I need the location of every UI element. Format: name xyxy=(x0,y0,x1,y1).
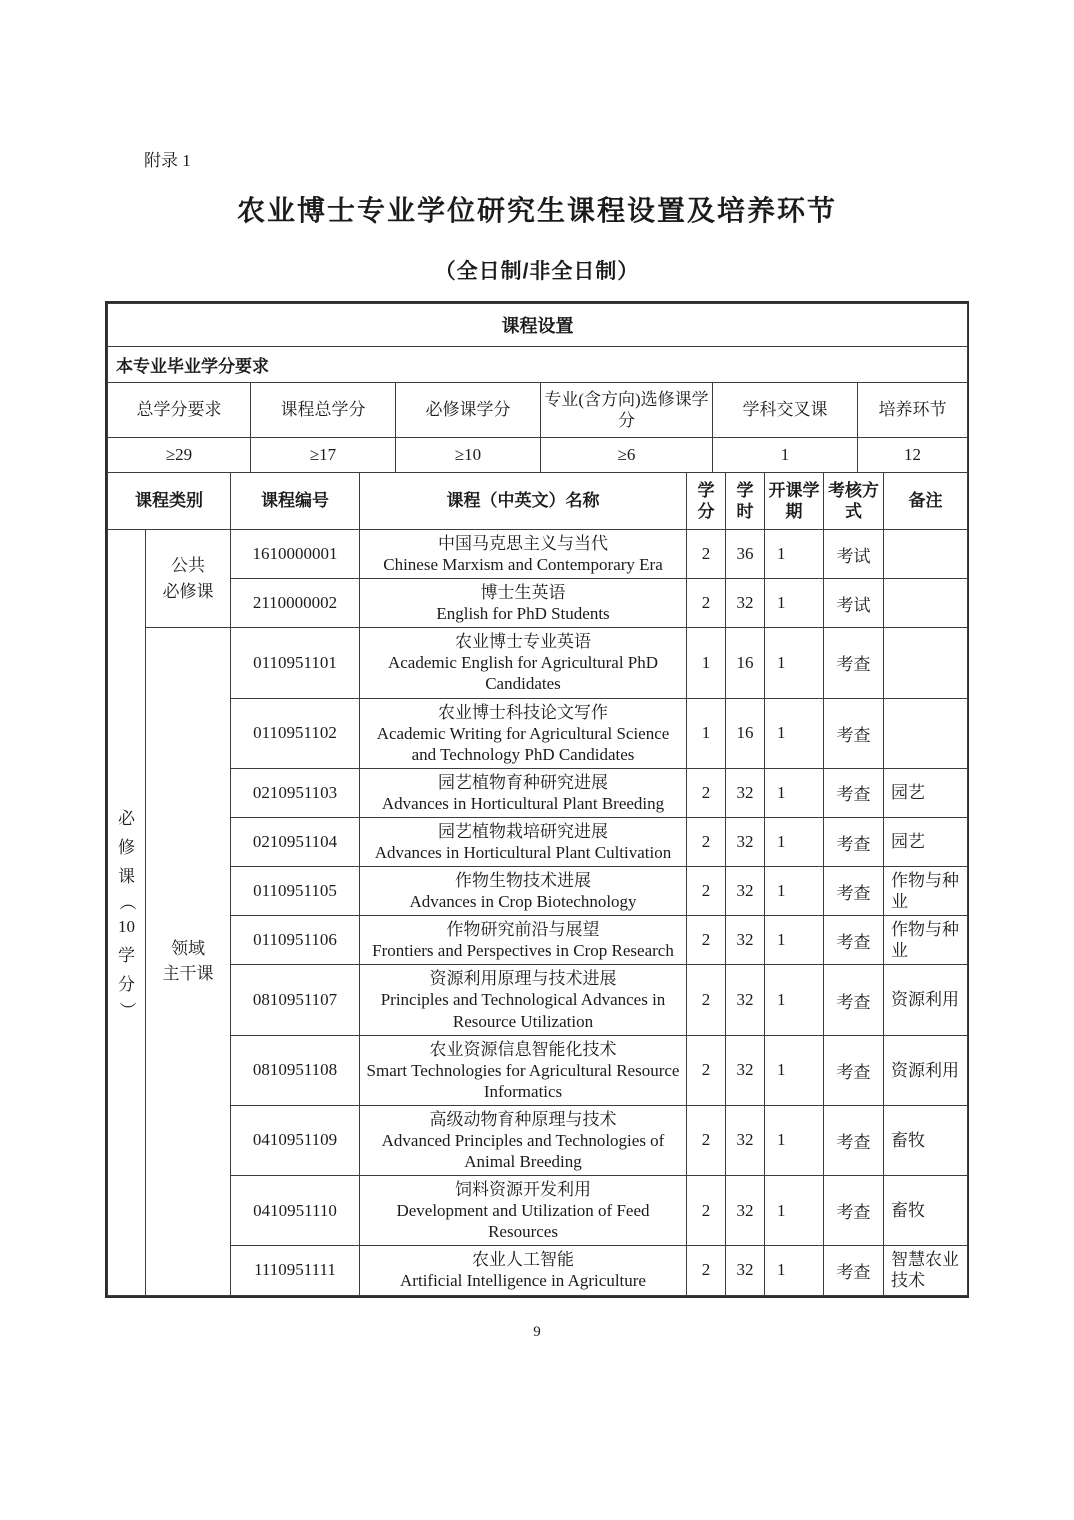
course-semester: 1 xyxy=(765,698,824,768)
course-assessment: 考查 xyxy=(824,628,884,698)
course-semester: 1 xyxy=(765,817,824,866)
course-code: 0410951110 xyxy=(231,1176,360,1246)
course-row xyxy=(108,1105,968,1175)
course-row xyxy=(108,817,968,866)
course-hours: 32 xyxy=(726,579,765,628)
course-assessment: 考查 xyxy=(824,916,884,965)
course-credits: 2 xyxy=(687,1176,726,1246)
page-subtitle: （全日制/非全日制） xyxy=(434,260,640,283)
course-name-cell xyxy=(360,768,687,817)
course-name-cn: 园艺植物育种研究进展 xyxy=(438,772,608,792)
col-header-hours: 学时 xyxy=(726,473,765,530)
course-name-en: Advances in Horticultural Plant Breeding xyxy=(381,793,665,813)
course-name-cell xyxy=(360,1246,687,1295)
course-credits: 2 xyxy=(687,867,726,916)
course-name-cn: 高级动物育种原理与技术 xyxy=(429,1109,617,1129)
course-name-cell xyxy=(360,1035,687,1105)
course-credits: 2 xyxy=(687,965,726,1035)
course-credits: 2 xyxy=(687,768,726,817)
course-assessment: 考查 xyxy=(824,698,884,768)
course-name-en: Principles and Technological Advances in Resource Utilization xyxy=(380,990,666,1031)
course-note: 畜牧 xyxy=(884,1105,968,1175)
course-credits: 2 xyxy=(687,1035,726,1105)
credit-summary-table xyxy=(107,303,968,473)
course-hours: 32 xyxy=(726,1105,765,1175)
course-name-cell xyxy=(360,698,687,768)
course-name-en: Advanced Principles and Technologies of Animal Breeding xyxy=(381,1130,665,1172)
course-note xyxy=(884,530,968,579)
course-code: 0410951109 xyxy=(231,1105,360,1175)
page-number: 9 xyxy=(533,1323,541,1340)
course-code: 0210951103 xyxy=(231,768,360,817)
course-name-en: Frontiers and Perspectives in Crop Research xyxy=(372,941,674,961)
course-code: 0210951104 xyxy=(231,817,360,866)
course-assessment: 考试 xyxy=(824,579,884,628)
credit-value-course-total: ≥17 xyxy=(251,438,396,473)
course-name-en: Development and Utilization of Feed Resources xyxy=(396,1201,650,1242)
col-header-name: 课程（中英文）名称 xyxy=(360,473,687,530)
category-public-label: 公共 必修课 xyxy=(162,556,214,601)
course-code: 0810951107 xyxy=(231,965,360,1035)
course-name-en: Smart Technologies for Agricultural Resource Informatics xyxy=(366,1060,680,1101)
col-header-category: 课程类别 xyxy=(108,473,231,530)
course-semester: 1 xyxy=(765,628,824,698)
course-hours: 32 xyxy=(726,1176,765,1246)
course-name-en: Academic English for Agricultural PhD Candidates xyxy=(387,653,659,694)
credit-values-row xyxy=(108,438,968,473)
credit-header-course-total: 课程总学分 xyxy=(251,383,396,438)
course-code: 2110000002 xyxy=(231,579,360,628)
course-name-cell xyxy=(360,916,687,965)
course-credits: 2 xyxy=(687,1246,726,1295)
course-columns-header-row xyxy=(108,473,968,530)
course-name-cn: 博士生英语 xyxy=(480,583,566,603)
course-assessment: 考查 xyxy=(824,1105,884,1175)
col-header-code: 课程编号 xyxy=(231,473,360,530)
course-assessment: 考查 xyxy=(824,768,884,817)
course-row xyxy=(108,768,968,817)
credit-value-total: ≥29 xyxy=(108,438,251,473)
course-assessment: 考试 xyxy=(824,530,884,579)
course-row xyxy=(108,1246,968,1295)
course-note xyxy=(884,698,968,768)
course-row xyxy=(108,916,968,965)
course-credits: 1 xyxy=(687,698,726,768)
course-code: 0110951106 xyxy=(231,916,360,965)
course-semester: 1 xyxy=(765,965,824,1035)
course-code: 0810951108 xyxy=(231,1035,360,1105)
page-title: 农业博士专业学位研究生课程设置及培养环节 xyxy=(236,195,837,226)
col-header-credits: 学分 xyxy=(687,473,726,530)
course-row xyxy=(108,965,968,1035)
course-hours: 32 xyxy=(726,768,765,817)
credit-header-total: 总学分要求 xyxy=(108,383,251,438)
category-public-cell xyxy=(146,530,231,628)
course-credits: 2 xyxy=(687,817,726,866)
course-semester: 1 xyxy=(765,1105,824,1175)
course-name-cell xyxy=(360,817,687,866)
credit-value-training: 12 xyxy=(858,438,968,473)
course-credits: 2 xyxy=(687,916,726,965)
course-hours: 36 xyxy=(726,530,765,579)
course-note: 作物与种业 xyxy=(884,867,968,916)
col-header-note: 备注 xyxy=(884,473,968,530)
course-name-cn: 农业人工智能 xyxy=(472,1250,574,1270)
section-title-row xyxy=(108,304,968,347)
graduation-requirement-row xyxy=(108,347,968,383)
course-name-cell xyxy=(360,965,687,1035)
course-name-cn: 农业资源信息智能化技术 xyxy=(429,1039,617,1059)
course-semester: 1 xyxy=(765,530,824,579)
course-name-cell xyxy=(360,579,687,628)
course-name-cell xyxy=(360,1176,687,1246)
course-hours: 32 xyxy=(726,867,765,916)
course-name-en: English for PhD Students xyxy=(436,604,610,624)
course-credits: 1 xyxy=(687,628,726,698)
course-name-cell xyxy=(360,867,687,916)
course-hours: 16 xyxy=(726,698,765,768)
graduation-requirement-label: 本专业毕业学分要求 xyxy=(108,347,968,383)
course-semester: 1 xyxy=(765,768,824,817)
course-hours: 32 xyxy=(726,965,765,1035)
course-code: 1610000001 xyxy=(231,530,360,579)
course-semester: 1 xyxy=(765,867,824,916)
course-hours: 32 xyxy=(726,916,765,965)
course-name-cn: 农业博士专业英语 xyxy=(455,632,591,652)
credit-value-interdisciplinary: 1 xyxy=(713,438,858,473)
course-hours: 32 xyxy=(726,1246,765,1295)
course-row xyxy=(108,530,968,579)
course-hours: 32 xyxy=(726,1035,765,1105)
course-name-en: Advances in Horticultural Plant Cultivation xyxy=(374,843,672,863)
category-domain-cell xyxy=(146,628,231,1295)
course-code: 0110951102 xyxy=(231,698,360,768)
course-credits: 2 xyxy=(687,1105,726,1175)
category-required-label: 必 修 课 （ 10 学 分 ） xyxy=(117,808,137,1019)
credit-header-required: 必修课学分 xyxy=(396,383,541,438)
course-name-en: Artificial Intelligence in Agriculture xyxy=(400,1271,646,1291)
course-row xyxy=(108,579,968,628)
course-list-table xyxy=(107,473,968,1296)
course-note xyxy=(884,579,968,628)
course-note: 资源利用 xyxy=(884,965,968,1035)
course-name-cn: 作物研究前沿与展望 xyxy=(446,920,600,940)
course-assessment: 考查 xyxy=(824,1035,884,1105)
course-semester: 1 xyxy=(765,916,824,965)
credit-header-training: 培养环节 xyxy=(858,383,968,438)
course-hours: 16 xyxy=(726,628,765,698)
course-name-cn: 作物生物技术进展 xyxy=(455,871,591,891)
course-name-en: Chinese Marxism and Contemporary Era xyxy=(383,555,663,575)
course-code: 1110951111 xyxy=(231,1246,360,1295)
course-name-en: Advances in Crop Biotechnology xyxy=(409,892,637,912)
col-header-semester: 开课学期 xyxy=(765,473,824,530)
course-row xyxy=(108,1035,968,1105)
course-note: 园艺 xyxy=(884,817,968,866)
course-name-en: Academic Writing for Agricultural Science and Technology PhD Candidates xyxy=(376,723,670,764)
course-row xyxy=(108,698,968,768)
course-note xyxy=(884,628,968,698)
credit-header-elective: 专业(含方向)选修课学分 xyxy=(541,383,713,438)
course-semester: 1 xyxy=(765,1176,824,1246)
course-name-cn: 中国马克思主义与当代 xyxy=(438,534,608,553)
course-note: 智慧农业技术 xyxy=(884,1246,968,1295)
course-assessment: 考查 xyxy=(824,1176,884,1246)
category-required-cell xyxy=(108,530,146,1296)
course-name-cn: 农业博士科技论文写作 xyxy=(438,702,608,722)
category-domain-label: 领域 主干课 xyxy=(162,938,214,984)
course-name-cell xyxy=(360,628,687,698)
course-assessment: 考查 xyxy=(824,1246,884,1295)
course-row xyxy=(108,1176,968,1246)
course-semester: 1 xyxy=(765,579,824,628)
credit-headers-row xyxy=(108,383,968,438)
course-row xyxy=(108,628,968,698)
course-semester: 1 xyxy=(765,1246,824,1295)
credit-header-interdisciplinary: 学科交叉课 xyxy=(713,383,858,438)
course-name-cn: 饲料资源开发利用 xyxy=(455,1180,591,1200)
course-note: 畜牧 xyxy=(884,1176,968,1246)
course-code: 0110951101 xyxy=(231,628,360,698)
course-note: 作物与种业 xyxy=(884,916,968,965)
course-assessment: 考查 xyxy=(824,867,884,916)
course-note: 资源利用 xyxy=(884,1035,968,1105)
course-name-cell xyxy=(360,1105,687,1175)
course-semester: 1 xyxy=(765,1035,824,1105)
credit-value-elective: ≥6 xyxy=(541,438,713,473)
course-name-cn: 园艺植物栽培研究进展 xyxy=(438,821,608,841)
course-code: 0110951105 xyxy=(231,867,360,916)
course-credits: 2 xyxy=(687,530,726,579)
section-title: 课程设置 xyxy=(108,304,968,347)
course-name-cell xyxy=(360,530,687,579)
course-name-cn: 资源利用原理与技术进展 xyxy=(429,969,617,989)
course-credits: 2 xyxy=(687,579,726,628)
appendix-label: 附录 1 xyxy=(144,151,191,170)
credit-value-required: ≥10 xyxy=(396,438,541,473)
col-header-assessment: 考核方式 xyxy=(824,473,884,530)
curriculum-table xyxy=(105,301,969,1298)
course-hours: 32 xyxy=(726,817,765,866)
course-note: 园艺 xyxy=(884,768,968,817)
course-assessment: 考查 xyxy=(824,965,884,1035)
course-assessment: 考查 xyxy=(824,817,884,866)
course-row xyxy=(108,867,968,916)
